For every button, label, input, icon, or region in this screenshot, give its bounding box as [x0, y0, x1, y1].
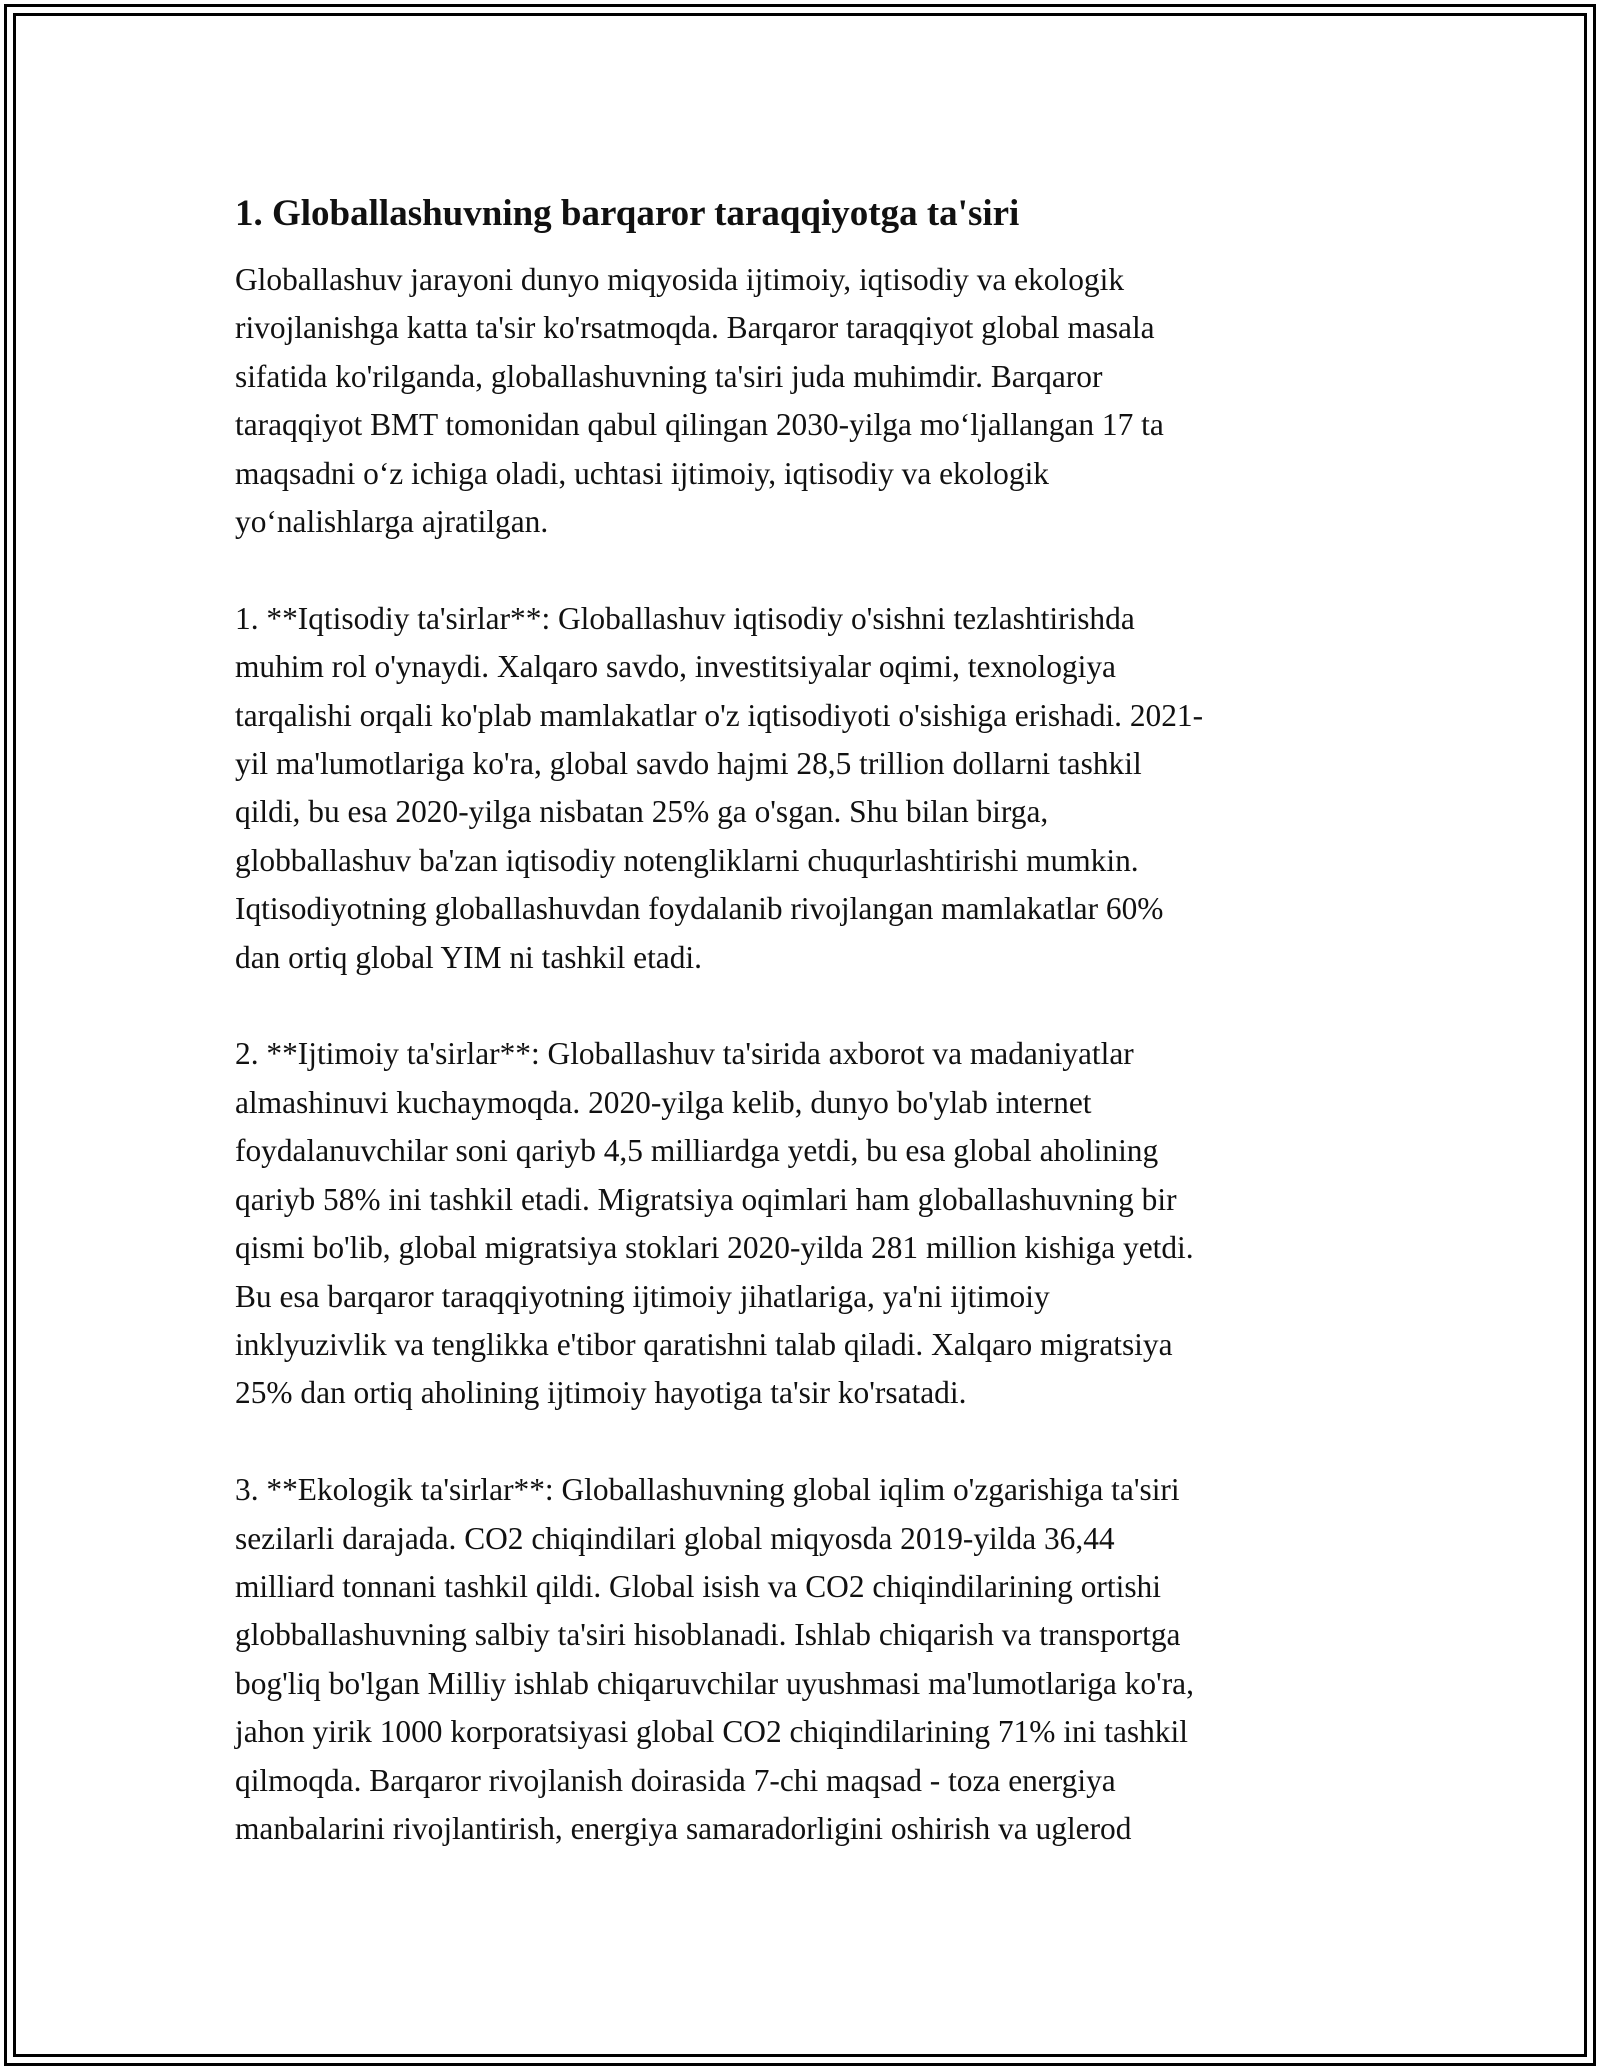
economic-impacts-paragraph: 1. **Iqtisodiy ta'sirlar**: Globallashuv iqtisodiy o'sishni tezlashtirishda muhim rol o'ynaydi. Xalqaro savdo, investitsiyalar oqimi, texnologiya tarqalishi orqali ko'plab mamlakatlar o'z iqtisodiyoti o'sishiga erishadi. 2021- yil ma'lumotlariga ko'ra, global savdo hajmi 28,5 trillion dollarni tashkil qildi, bu esa 2020-yilga nisbatan 25% ga o'sgan. Shu bilan birga, globballashuv ba'zan iqtisodiy notengliklarni chuqurlashtirishi mumkin. Iqtisodiyotning globallashuvdan foydalanib rivojlangan mamlakatlar 60% dan ortiq global YIM ni tashkil etadi.: [235, 600, 1204, 975]
intro-paragraph: Globallashuv jarayoni dunyo miqyosida ijtimoiy, iqtisodiy va ekologik rivojlanishga katta ta'sir ko'rsatmoqda. Barqaror taraqqiyot global masala sifatida ko'rilganda, globallashuvning ta'siri juda muhimdir. Barqaror taraqqiyot BMT tomonidan qabul qilingan 2030-yilga mo‘ljallangan 17 ta maqsadni o‘z ichiga oladi, uchtasi ijtimoiy, iqtisodiy va ekologik yo‘nalishlarga ajratilgan.: [235, 262, 1164, 540]
paragraph-spacer: [235, 546, 1375, 594]
paragraph-spacer: [235, 982, 1375, 1030]
social-impacts-paragraph: 2. **Ijtimoiy ta'sirlar**: Globallashuv ta'sirida axborot va madaniyatlar almashinuvi kuchaymoqda. 2020-yilga kelib, dunyo bo'ylab internet foydalanuvchilar soni qariyb 4,5 milliardga yetdi, bu esa global aholining qariyb 58% ini tashkil etadi. Migratsiya oqimlari ham globallashuvning bir qismi bo'lib, global migratsiya stoklari 2020-yilda 281 million kishiga yetdi. Bu esa barqaror taraqqiyotning ijtimoiy jihatlariga, ya'ni ijtimoiy inklyuzivlik va tenglikka e'tibor qaratishni talab qiladi. Xalqaro migratsiya 25% dan ortiq aholining ijtimoiy hayotiga ta'sir ko'rsatadi.: [235, 1036, 1194, 1411]
paragraph-spacer: [235, 1418, 1375, 1466]
section-heading: 1. Globallashuvning barqaror taraqqiyotga ta'siri: [235, 193, 1020, 234]
ecological-impacts-paragraph: 3. **Ekologik ta'sirlar**: Globallashuvning global iqlim o'zgarishiga ta'siri sezilarli darajada. CO2 chiqindilari global miqyosda 2019-yilda 36,44 milliard tonnani tashkil qildi. Global isish va CO2 chiqindilarining ortishi globballashuvning salbiy ta'siri hisoblanadi. Ishlab chiqarish va transportga bog'liq bo'lgan Milliy ishlab chiqaruvchilar uyushmasi ma'lumotlariga ko'ra, jahon yirik 1000 korporatsiyasi global CO2 chiqindilarining 71% ini tashkil qilmoqda. Barqaror rivojlanish doirasida 7-chi maqsad - toza energiya manbalarini rivojlantirish, energiya samaradorligini oshirish va uglerod: [235, 1472, 1194, 1846]
document-body: [235, 188, 1375, 1853]
